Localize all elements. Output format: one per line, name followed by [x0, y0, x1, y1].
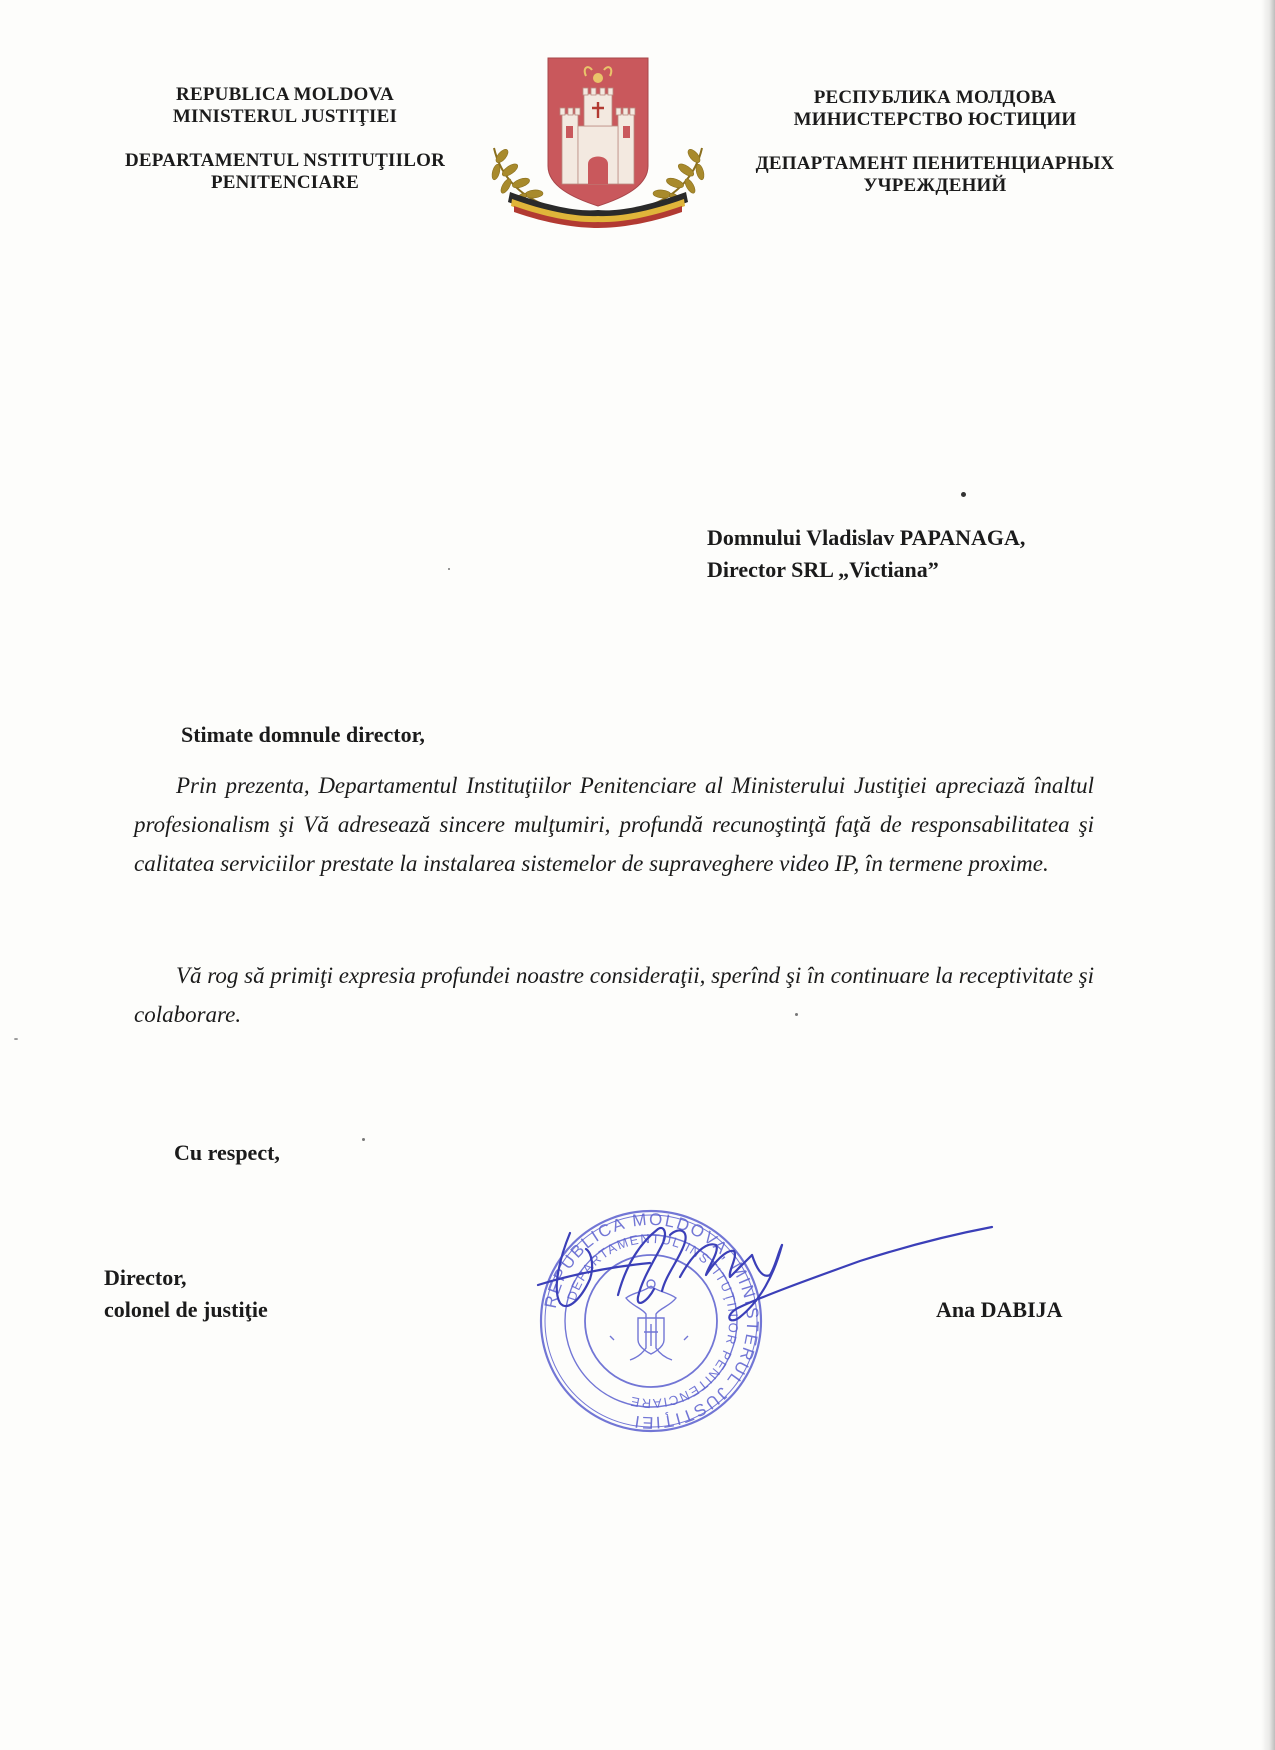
header-left-romanian [80, 84, 490, 194]
addressee-company: Director SRL „Victiana” [707, 557, 939, 582]
body-paragraph-1: Prin prezenta, Departamentul Instituţiilor Penitenciare al Ministerului Justiţiei apreciază înaltul profesionalism şi Vă adresează sincere mulţumiri, profundă recunoştinţă faţă de responsabilitatea şi calitatea serviciilor prestate la instalarea sistemelor de supraveghere video IP, în termene proxime. [134, 773, 1094, 876]
header-left-line2: MINISTERUL JUSTIŢIEI [172, 106, 398, 127]
handwritten-signature-icon [530, 1205, 1010, 1340]
scan-speck [362, 1138, 365, 1141]
closing-phrase: Cu respect, [174, 1140, 280, 1165]
header-right-line3: ДЕПАРТАМЕНТ ПЕНИТЕНЦИАРНЫХ [755, 153, 1115, 174]
header-right-russian [720, 87, 1150, 197]
addressee-name: Domnului Vladislav PAPANAGA, [707, 525, 1026, 550]
stamp-inner-text: DEPARTAMENTUL INSTITUŢIILOR PENITENCIARE [563, 1230, 742, 1412]
header-left-line4: PENITENCIARE [210, 172, 360, 193]
header-right-line1: РЕСПУБЛИКА МОЛДОВА [813, 87, 1057, 108]
signer-name: Ana DABIJA [936, 1297, 1063, 1322]
signer-rank: colonel de justiţie [104, 1297, 268, 1322]
signer-title: Director, [104, 1265, 187, 1290]
scan-edge-shadow [1261, 0, 1275, 1750]
header-right-line4: УЧРЕЖДЕНИЙ [863, 175, 1007, 196]
body-paragraph-2: Vă rog să primiţi expresia profundei noastre consideraţii, sperînd şi în continuare la receptivitate şi colaborare. [134, 963, 1094, 1027]
scan-speck [14, 1038, 18, 1040]
header-left-line1: REPUBLICA MOLDOVA [176, 84, 394, 105]
stamp-outer-text: REPUBLICA MOLDOVA, MINISTERUL JUSTIŢIEI [540, 1209, 763, 1433]
scan-speck [961, 492, 966, 497]
salutation: Stimate domnule director, [181, 722, 425, 747]
header-right-line2: МИНИСТЕРСТВО ЮСТИЦИИ [793, 109, 1077, 130]
header-left-line3: DEPARTAMENTUL NSTITUŢIILOR [124, 150, 446, 171]
coat-of-arms-emblem-icon [488, 56, 708, 228]
scan-speck [448, 568, 450, 570]
